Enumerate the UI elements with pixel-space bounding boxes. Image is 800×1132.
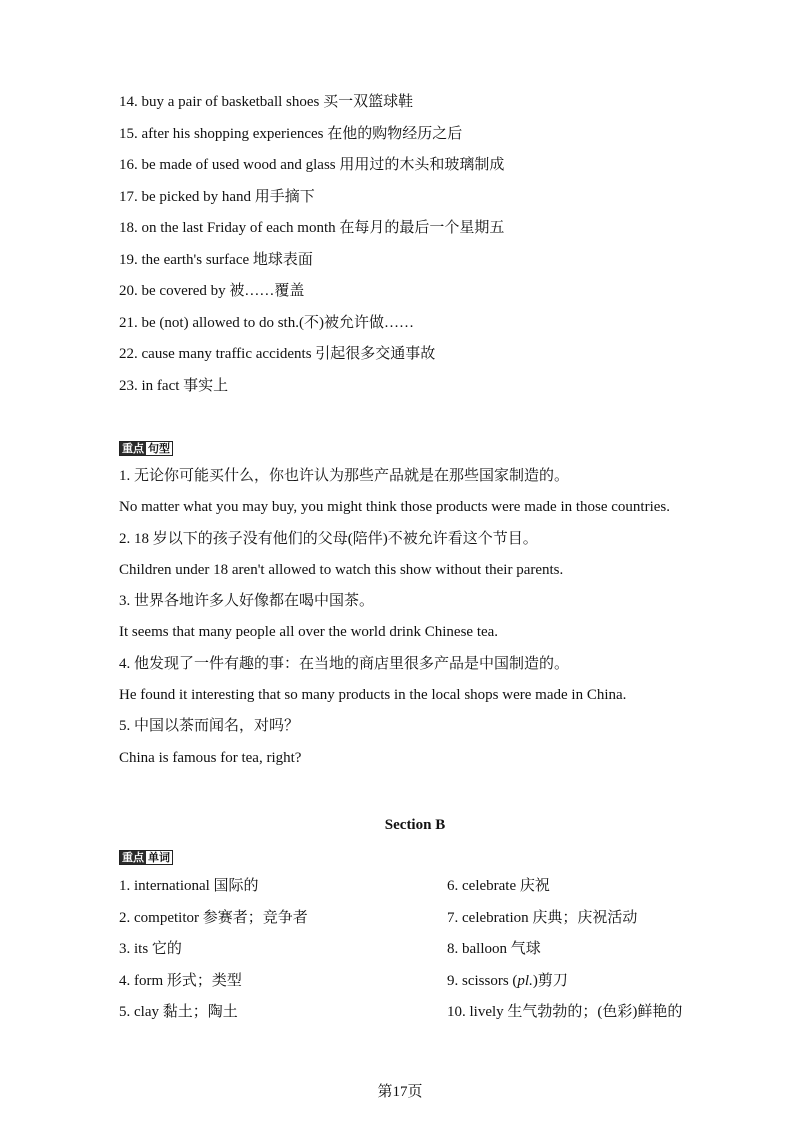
sentence-chinese: 1. 无论你可能买什么，你也许认为那些产品就是在那些国家制造的。: [119, 468, 570, 484]
key-sentences-tag-dark: 重点: [122, 442, 144, 455]
phrase-item: 20. be covered by 被……覆盖: [119, 283, 305, 299]
key-words-tag: [119, 850, 173, 865]
sentence-chinese: 2. 18 岁以下的孩子没有他们的父母(陪伴)不被允许看这个节目。: [119, 530, 538, 547]
section-title: Section B: [384, 817, 446, 833]
vocabulary-row: [119, 872, 759, 904]
phrase-item: 16. be made of used wood and glass 用用过的木头和玻璃制成: [119, 157, 505, 173]
vocabulary-row: [119, 935, 759, 967]
vocabulary-item: 8. balloon 气球: [447, 941, 541, 957]
sentence-chinese: 5. 中国以茶而闻名，对吗？: [119, 718, 300, 735]
vocabulary-item-suffix: )剪刀: [532, 972, 568, 989]
vocabulary-item: 5. clay 黏土；陶土: [119, 1004, 238, 1020]
sentence-english: He found it interesting that so many products in the local shops were made in China.: [119, 687, 627, 704]
vocabulary-item: 1. international 国际的: [119, 878, 259, 894]
key-sentences: [119, 462, 759, 775]
phrase-item: 19. the earth's surface 地球表面: [119, 251, 313, 268]
phrase-item: 18. on the last Friday of each month 在每月的最后一个星期五: [119, 220, 505, 236]
vocabulary-item: 3. its 它的: [119, 941, 182, 957]
phrase-item: 21. be (not) allowed to do sth.(不)被允许做……: [119, 314, 414, 331]
vocabulary-row: [119, 967, 759, 999]
page-number: 第17页: [377, 1084, 423, 1100]
sentence-english: No matter what you may buy, you might think those products were made in those countries.: [119, 499, 671, 516]
key-sentences-tag-light: 句型: [148, 442, 170, 455]
key-words-tag-light: 单词: [148, 851, 170, 864]
vocabulary-row: [119, 998, 759, 1030]
vocabulary-list: [119, 872, 759, 1030]
sentence-english: China is famous for tea, right?: [119, 749, 302, 766]
vocabulary-row: [119, 904, 759, 936]
vocabulary-item: 2. competitor 参赛者；竞争者: [119, 909, 308, 926]
sentence-chinese: 4. 他发现了一件有趣的事：在当地的商店里很多产品是中国制造的。: [119, 655, 570, 672]
sentence-english: Children under 18 aren't allowed to watch this show without their parents.: [119, 561, 564, 578]
phrase-item: 17. be picked by hand 用手摘下: [119, 188, 315, 205]
phrase-item: 15. after his shopping experiences 在他的购物经历之后: [119, 125, 463, 142]
vocabulary-item: 6. celebrate 庆祝: [447, 878, 550, 894]
vocabulary-item-prefix: 9. scissors (: [447, 972, 518, 989]
sentence-chinese: 3. 世界各地许多人好像都在喝中国茶。: [119, 593, 375, 610]
phrase-item: 22. cause many traffic accidents 引起很多交通事故: [119, 346, 436, 362]
vocabulary-item: 7. celebration 庆典；庆祝活动: [447, 909, 638, 926]
vocabulary-item: 10. lively 生气勃勃的；(色彩)鲜艳的: [447, 1004, 683, 1020]
vocabulary-item: [447, 967, 568, 995]
phrase-item: 23. in fact 事实上: [119, 377, 229, 394]
phrase-list: [119, 88, 504, 403]
sentence-english: It seems that many people all over the world drink Chinese tea.: [119, 624, 499, 641]
key-words-tag-dark: 重点: [122, 851, 144, 864]
part-of-speech-abbrev: pl.: [517, 972, 533, 989]
key-sentences-tag: [119, 441, 173, 456]
phrase-item: 14. buy a pair of basketball shoes 买一双篮球鞋: [119, 94, 414, 110]
vocabulary-item: 4. form 形式；类型: [119, 972, 242, 989]
